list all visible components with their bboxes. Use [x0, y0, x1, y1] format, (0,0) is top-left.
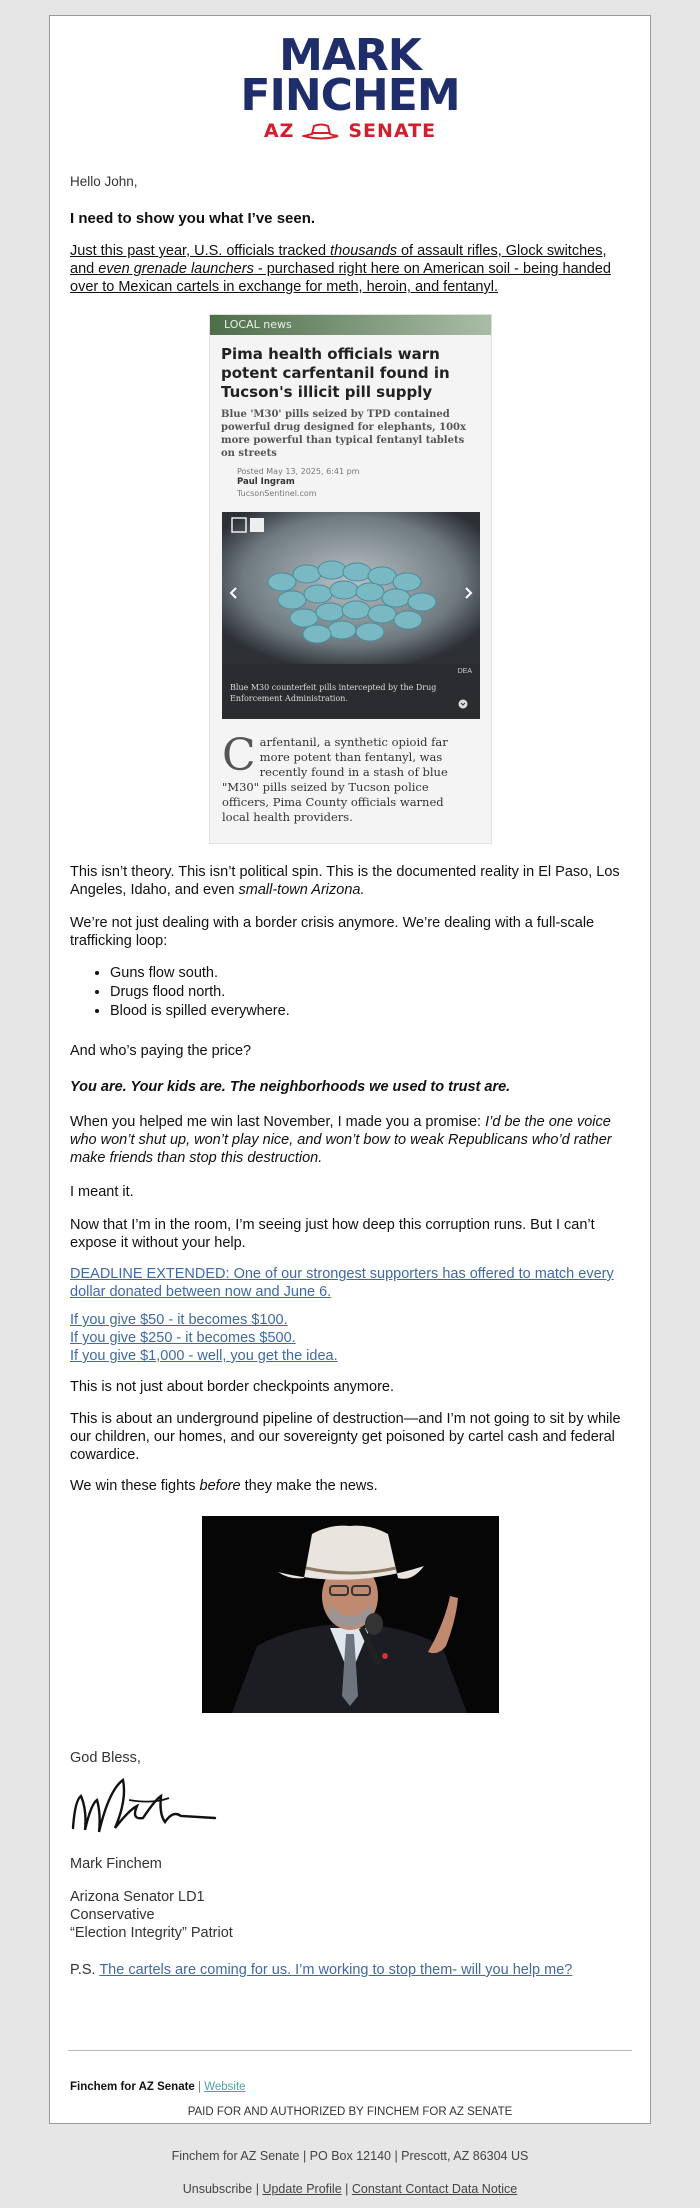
logo-line-2: FINCHEM [240, 70, 460, 121]
footer-address: Finchem for AZ Senate | PO Box 12140 | Prescott, AZ 86304 US [171, 2149, 529, 2163]
footer-org-line [70, 2078, 632, 2096]
intro-emphasis-1: thousands [330, 243, 397, 259]
list-item: • Guns flow south. [110, 964, 290, 983]
news-subhead: Blue 'M30' pills seized by TPD contained powerful drug designed for elephants, 100x more powerful than typical fentanyl tablets on streets [221, 409, 466, 459]
expand-icon[interactable] [458, 699, 468, 709]
logo-senate: SENATE [348, 120, 437, 142]
signature-image [69, 1770, 219, 1842]
intro-text-1: Just this past year, U.S. officials tracked [70, 243, 331, 259]
closing: God Bless, [70, 1750, 141, 1766]
footer-separator: | [194, 2081, 205, 2093]
logo-az: AZ [263, 120, 295, 142]
signature-name: Mark Finchem [70, 1856, 162, 1872]
finchem-portrait-photo [202, 1516, 499, 1713]
meant-it: I meant it. [70, 1184, 134, 1200]
title-3: “Election Integrity” Patriot [70, 1925, 233, 1941]
finchem-logo[interactable] [50, 30, 650, 142]
logo-line-1: MARK [279, 30, 421, 81]
ps-paragraph [70, 1961, 632, 1979]
promise-paragraph [70, 1113, 632, 1167]
intro-emphasis-2: even grenade launchers [98, 261, 254, 277]
photo-caption [222, 664, 480, 719]
news-body-text: arfentanil, a synthetic opioid far more potent than fentanyl, was recently found in a stash of blue "M30" pills seized by Tucson police officers, Pima County officials warned local health providers. [222, 735, 448, 824]
greeting: Hello John, [70, 174, 138, 189]
unsubscribe-link[interactable]: Unsubscribe [182, 2182, 253, 2196]
trafficking-list [110, 964, 290, 1021]
news-body [222, 730, 472, 825]
theory-text: This isn’t theory. This isn’t political spin. This is the documented reality in El Paso, Los Angeles, Idaho, and even [70, 864, 620, 898]
donate-250-link[interactable]: If you give $250 - it becomes $500. [70, 1330, 296, 1346]
you-are-statement: You are. Your kids are. The neighborhoods we used to trust are. [70, 1079, 511, 1095]
pills-photo [222, 512, 480, 719]
paid-for-notice: PAID FOR AND AUTHORIZED BY FINCHEM FOR AZ SENATE [187, 2106, 513, 2118]
promise-emphasis: I’d be the one voice who won’t shut up, won’t play nice, and won’t bow to weak Republicans who’d rather make friends than stop this destruction. [70, 1114, 612, 1166]
logo-subline [50, 120, 650, 142]
list-item: • Drugs flood north. [110, 983, 290, 1002]
title-1: Arizona Senator LD1 [70, 1889, 205, 1905]
intro-paragraph [70, 242, 632, 296]
win-emphasis: before [199, 1478, 241, 1494]
footer-org: Finchem for AZ Senate [70, 2081, 195, 2093]
update-profile-link[interactable]: Update Profile [262, 2182, 342, 2196]
donate-links [70, 1311, 632, 1365]
win-text-2: they make the news. [240, 1478, 378, 1494]
gallery-thumb-icon-2[interactable] [250, 518, 264, 532]
deadline-link[interactable]: DEADLINE EXTENDED: One of our strongest supporters has offered to match every dollar donated between now and June 6. [70, 1266, 614, 1300]
title-2: Conservative [70, 1907, 155, 1923]
who-paying: And who’s paying the price? [70, 1043, 252, 1059]
donate-1000-link[interactable]: If you give $1,000 - well, you get the idea. [70, 1348, 338, 1364]
win-paragraph [70, 1477, 632, 1495]
dea-watermark: DEA [457, 668, 472, 675]
ps-label: P.S. [70, 1962, 100, 1978]
footer-divider [68, 2050, 632, 2051]
theory-emphasis: small-town Arizona. [238, 882, 365, 898]
intro-text-3: - purchased right here on American soil - being handed over to Mexican cartels in exchange for meth, heroin, and fentanyl. [70, 261, 611, 295]
cowboy-hat-icon [302, 122, 340, 140]
theory-paragraph [70, 863, 632, 899]
headline: I need to show you what I’ve seen. [70, 210, 316, 227]
intro-text-2: of assault rifles, Glock switches, and [70, 243, 607, 277]
constant-contact-link[interactable]: Constant Contact Data Notice [351, 2182, 518, 2196]
photo-caption-text: Blue M30 counterfeit pills intercepted by the Drug Enforcement Administration. [230, 683, 437, 703]
news-outlet: TucsonSentinel.com [237, 489, 317, 498]
ps-link[interactable]: The cartels are coming for us. I’m working to stop them- will you help me? [99, 1962, 573, 1978]
email-card [49, 15, 651, 2124]
checkpoints-paragraph: This is not just about border checkpoints anymore. [70, 1379, 394, 1395]
news-posted-date: Posted May 13, 2025, 6:41 pm [237, 467, 360, 476]
donate-50-link[interactable]: If you give $50 - it becomes $100. [70, 1312, 288, 1328]
news-headline: Pima health officials warn potent carfentanil found in Tucson's illicit pill supply [221, 345, 450, 401]
news-clipping-image [209, 314, 492, 844]
underground-paragraph: This is about an underground pipeline of destruction—and I’m not going to sit by while our children, our homes, and our sovereignty get poisoned by cartel cash and federal cowardice. [70, 1411, 621, 1463]
website-link[interactable]: Website [204, 2081, 246, 2093]
win-text-1: We win these fights [70, 1478, 200, 1494]
footer-links: Unsubscribe | Update Profile | Constant Contact Data Notice [182, 2182, 518, 2196]
portrait-graphic [202, 1516, 499, 1713]
news-author: Paul Ingram [237, 477, 295, 487]
loop-paragraph: We’re not just dealing with a border crisis anymore. We’re dealing with a full-scale trafficking loop: [70, 915, 595, 949]
promise-text: When you helped me win last November, I made you a promise: [70, 1114, 486, 1130]
in-room-paragraph: Now that I’m in the room, I’m seeing just how deep this corruption runs. But I can’t expose it without your help. [70, 1217, 595, 1251]
news-section-label: LOCAL news [210, 315, 491, 335]
deadline-paragraph [70, 1265, 632, 1301]
list-item: • Blood is spilled everywhere. [110, 1002, 290, 1021]
news-dropcap: C [222, 730, 256, 781]
